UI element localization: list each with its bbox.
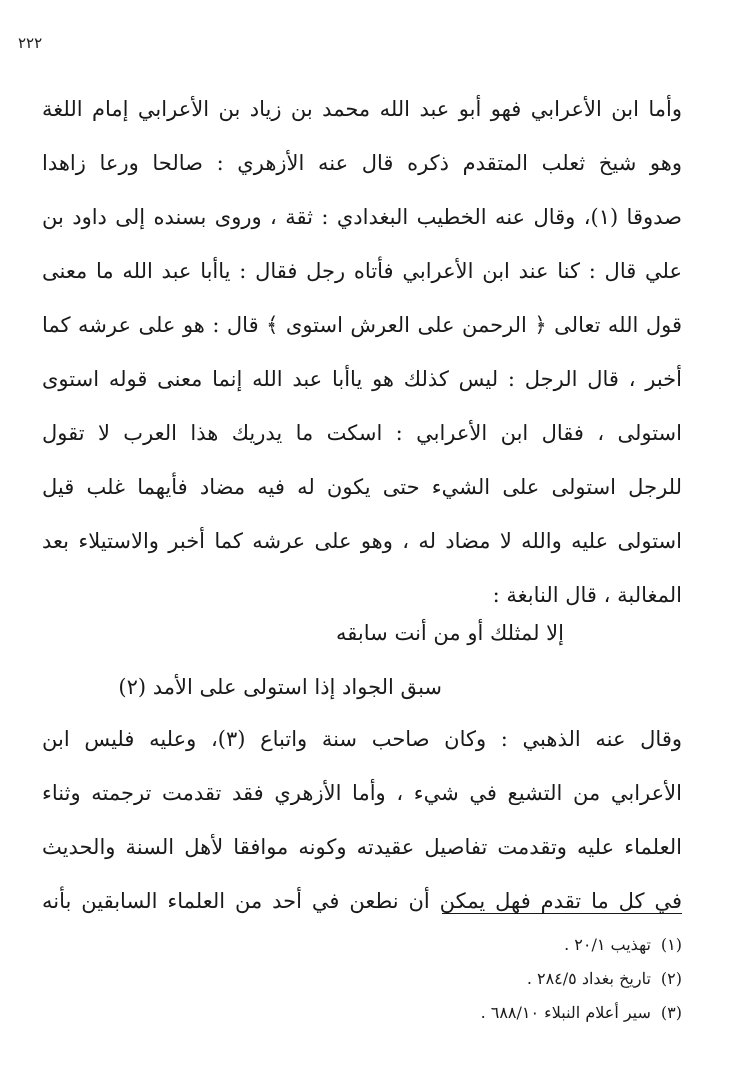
footnote-1 bbox=[42, 928, 682, 962]
text-line: الأعرابي من التشيع في شيء ، وأما الأزهري فقد تقدمت ترجمته وثناء bbox=[42, 781, 682, 805]
text-line: وهو شيخ ثعلب المتقدم ذكره قال عنه الأزهري : صالحا ورعا زاهدا bbox=[42, 151, 682, 175]
text-line: قول الله تعالى ﴿ الرحمن على العرش استوى ﴾ قال : هو على عرشه كما bbox=[42, 313, 682, 337]
text-line: وأما ابن الأعرابي فهو أبو عبد الله محمد بن زياد بن الأعرابي إمام اللغة bbox=[42, 97, 682, 121]
text-line: العلماء عليه وتقدمت تفاصيل عقيدته وكونه موافقا لأهل السنة والحديث bbox=[42, 835, 682, 859]
page-number: ٢٢٢ bbox=[18, 34, 43, 52]
footnotes bbox=[42, 928, 682, 1030]
footnote-separator bbox=[442, 913, 682, 914]
text-line: استولى ، فقال ابن الأعرابي : اسكت ما يدريك هذا العرب لا تقول bbox=[42, 421, 682, 445]
text-line: للرجل استولى على الشيء حتى يكون له فيه مضاد فأيهما غلب قيل bbox=[42, 475, 682, 499]
footnote-text: تهذيب ٢٠/١ . bbox=[564, 935, 651, 954]
text-line: علي قال : كنا عند ابن الأعرابي فأتاه رجل فقال : ياأبا عبد الله ما معنى bbox=[42, 259, 682, 283]
footnote-number: (٣) bbox=[660, 1003, 682, 1022]
text-line: في كل ما تقدم فهل يمكن أن نطعن في أحد من العلماء السابقين بأنه bbox=[42, 889, 683, 913]
paragraph-2 bbox=[42, 712, 682, 928]
text-line: المغالبة ، قال النابغة : bbox=[492, 583, 682, 607]
text-line: أخبر ، قال الرجل : ليس كذلك هو ياأبا عبد الله إنما معنى قوله استوى bbox=[42, 367, 682, 391]
text-line: استولى عليه والله لا مضاد له ، وهو على عرشه كما أخبر والاستيلاء بعد bbox=[42, 529, 682, 553]
footnote-text: تاريخ بغداد ٢٨٤/٥ . bbox=[526, 969, 651, 988]
text-line: وقال عنه الذهبي : وكان صاحب سنة واتباع (٣)، وعليه فليس ابن bbox=[42, 727, 683, 751]
poetry-verse bbox=[42, 606, 682, 714]
verse-line-2: سبق الجواد إذا استولى على الأمد (٢) bbox=[118, 675, 442, 699]
paragraph-1 bbox=[42, 82, 682, 622]
footnote-2 bbox=[42, 962, 682, 996]
footnote-text: سير أعلام النبلاء ٦٨٨/١٠ . bbox=[480, 1003, 651, 1022]
text-line: صدوقا (١)، وقال عنه الخطيب البغدادي : ثقة ، وروى بسنده إلى داود بن bbox=[42, 205, 682, 229]
footnote-number: (١) bbox=[660, 935, 682, 954]
footnote-3 bbox=[42, 996, 682, 1030]
footnote-number: (٢) bbox=[660, 969, 682, 988]
verse-line-1: إلا لمثلك أو من أنت سابقه bbox=[336, 621, 564, 645]
